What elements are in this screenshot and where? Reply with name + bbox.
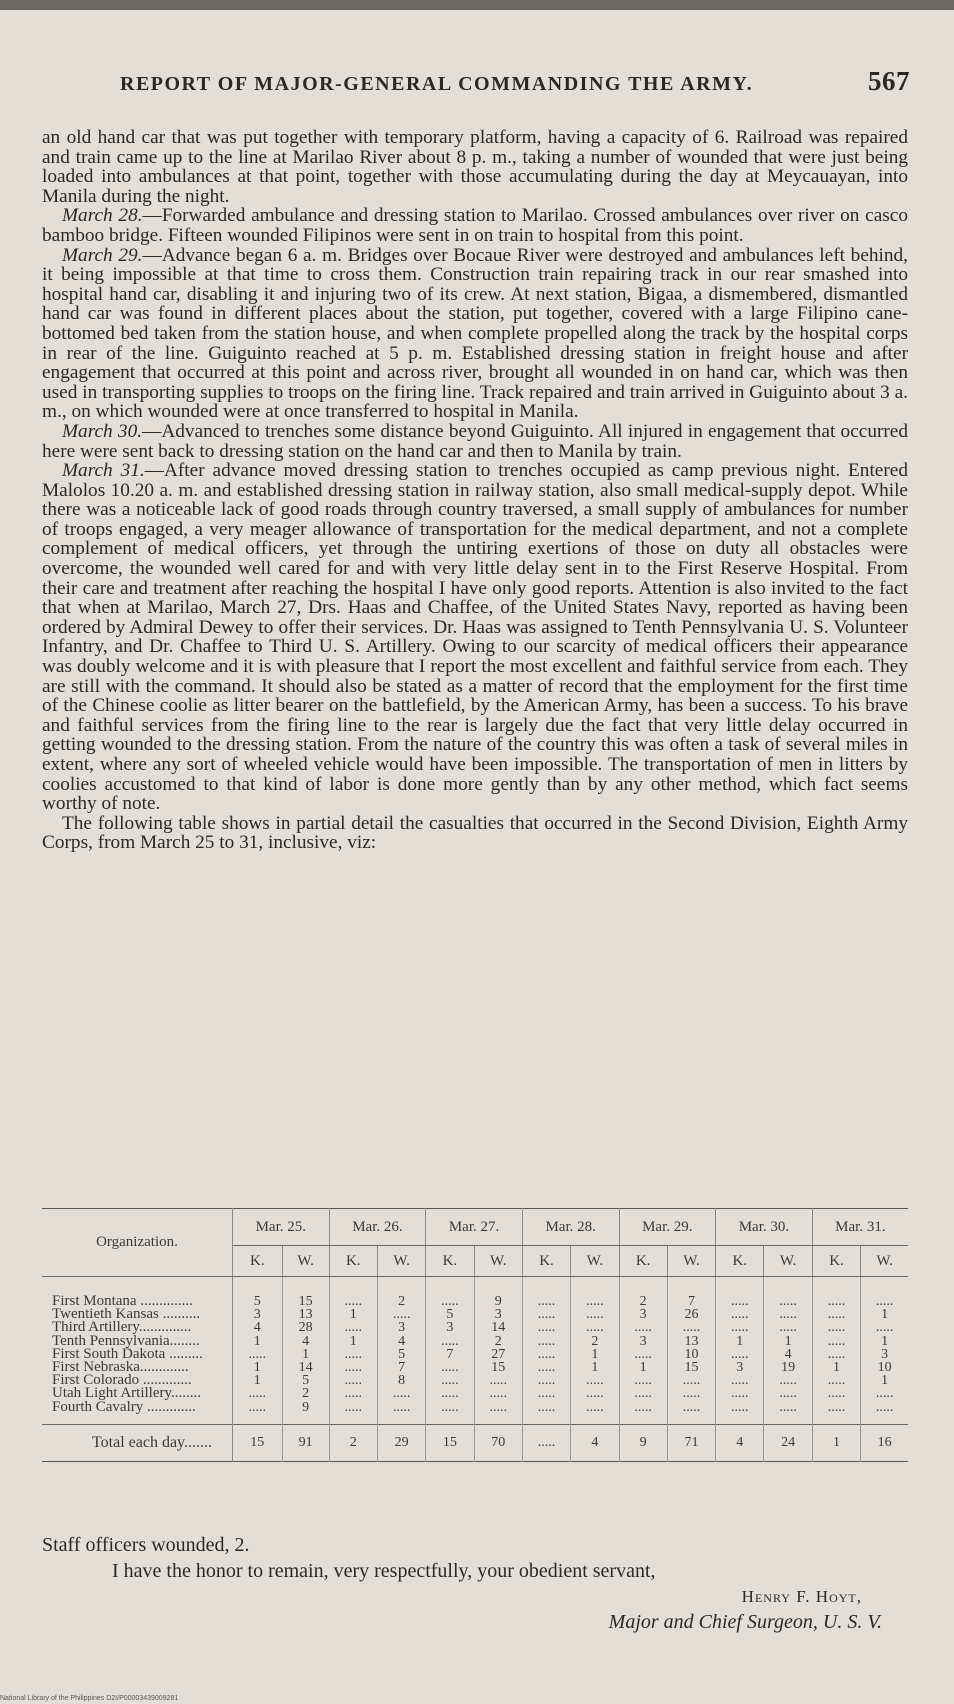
date-header: Mar. 28.: [522, 1209, 619, 1246]
table-cell: 1: [282, 1348, 329, 1361]
table-cell: .....: [619, 1374, 667, 1387]
table-row: [42, 1277, 908, 1309]
table-cell: 13: [667, 1335, 715, 1348]
wounded-column-header: W.: [861, 1246, 908, 1277]
table-cell: 3: [377, 1321, 425, 1334]
table-total: [42, 1424, 908, 1461]
wounded-column-header: W.: [282, 1246, 329, 1277]
table-cell: 1: [329, 1308, 377, 1321]
table-cell: .....: [812, 1308, 860, 1321]
organization-name: First South Dakota .........: [42, 1348, 233, 1361]
table-cell: 2: [571, 1335, 619, 1348]
table-cell: 1: [329, 1335, 377, 1348]
table-cell: 10: [667, 1348, 715, 1361]
table-cell: .....: [861, 1401, 908, 1425]
table-cell: 26: [667, 1308, 715, 1321]
table-cell: .....: [764, 1277, 812, 1309]
table-cell: .....: [716, 1387, 764, 1400]
total-cell: 4: [716, 1424, 764, 1461]
organization-name: Utah Light Artillery........: [42, 1387, 233, 1400]
table-cell: .....: [716, 1348, 764, 1361]
table-cell: .....: [329, 1348, 377, 1361]
paragraph: The following table shows in partial detail the casualties that occurred in the Second Division, Eighth Army Corps, from March 25 to 31, inclusive, viz:: [42, 812, 908, 854]
total-row: [42, 1424, 908, 1461]
entry-date: March 30.: [62, 420, 143, 442]
table-cell: .....: [812, 1374, 860, 1387]
table-cell: 10: [861, 1361, 908, 1374]
wounded-column-header: W.: [571, 1246, 619, 1277]
table-cell: .....: [619, 1321, 667, 1334]
table-cell: .....: [861, 1277, 908, 1309]
killed-column-header: K.: [233, 1246, 283, 1277]
table-cell: .....: [667, 1321, 715, 1334]
table-cell: .....: [861, 1321, 908, 1334]
table-cell: .....: [522, 1348, 570, 1361]
table-cell: .....: [716, 1401, 764, 1425]
table-cell: .....: [426, 1361, 474, 1374]
table-cell: 1: [861, 1335, 908, 1348]
table-cell: .....: [571, 1308, 619, 1321]
organization-header: Organization.: [42, 1209, 233, 1277]
date-header: Mar. 25.: [233, 1209, 330, 1246]
date-header: Mar. 31.: [812, 1209, 908, 1246]
organization-name: Third Artillery..............: [42, 1321, 233, 1334]
table-cell: .....: [233, 1401, 283, 1425]
table-cell: .....: [716, 1308, 764, 1321]
table-cell: 2: [377, 1277, 425, 1309]
table-cell: .....: [571, 1401, 619, 1425]
table-cell: .....: [426, 1277, 474, 1309]
table-cell: 7: [377, 1361, 425, 1374]
table-cell: 1: [861, 1374, 908, 1387]
table-cell: .....: [812, 1277, 860, 1309]
table-cell: 1: [619, 1361, 667, 1374]
running-title: REPORT OF MAJOR-GENERAL COMMANDING THE ARMY.: [120, 73, 754, 95]
total-cell: 24: [764, 1424, 812, 1461]
table-cell: .....: [377, 1387, 425, 1400]
table-cell: .....: [377, 1308, 425, 1321]
table-cell: .....: [812, 1335, 860, 1348]
table-cell: 1: [233, 1335, 283, 1348]
table-cell: .....: [522, 1361, 570, 1374]
table-cell: .....: [667, 1401, 715, 1425]
table-cell: 4: [764, 1348, 812, 1361]
table-body: [42, 1277, 908, 1425]
table-cell: 1: [861, 1308, 908, 1321]
table-cell: 7: [426, 1348, 474, 1361]
table-cell: .....: [571, 1277, 619, 1309]
table-cell: .....: [716, 1374, 764, 1387]
page-header: [120, 66, 910, 97]
killed-column-header: K.: [522, 1246, 570, 1277]
table-cell: .....: [716, 1277, 764, 1309]
organization-name: First Nebraska.............: [42, 1361, 233, 1374]
table-cell: .....: [426, 1387, 474, 1400]
page-number: 567: [868, 66, 910, 96]
date-header: Mar. 26.: [329, 1209, 426, 1246]
table-cell: .....: [329, 1374, 377, 1387]
table-cell: .....: [426, 1401, 474, 1425]
entry-date: March 29.: [62, 244, 143, 266]
table-cell: .....: [764, 1401, 812, 1425]
table-cell: .....: [812, 1348, 860, 1361]
total-cell: .....: [522, 1424, 570, 1461]
casualty-table: [42, 1208, 908, 1462]
table-cell: .....: [619, 1401, 667, 1425]
table-cell: 5: [377, 1348, 425, 1361]
table-cell: .....: [812, 1321, 860, 1334]
table-cell: .....: [571, 1387, 619, 1400]
table-cell: 14: [282, 1361, 329, 1374]
table-cell: .....: [522, 1335, 570, 1348]
total-label: Total each day.......: [42, 1424, 233, 1461]
table-cell: 3: [861, 1348, 908, 1361]
scan-top-edge: [0, 0, 954, 10]
table-cell: 28: [282, 1321, 329, 1334]
table-cell: .....: [861, 1387, 908, 1400]
paragraph: an old hand car that was put together with temporary platform, having a capacity of 6. Railroad was repaired and train came up to the line at Marilao River about 8 p. m., taking a number of wounded that were just being loaded into ambulances at that point, together with those accumulating during the day at Meycauayan, into Manila during the night.: [42, 127, 908, 207]
table-cell: 4: [282, 1335, 329, 1348]
table-cell: 1: [571, 1348, 619, 1361]
paragraph: March 28.—Forwarded ambulance and dressing station to Marilao. Crossed ambulances over river on casco bamboo bridge. Fifteen wounded Filipinos were sent in on train to hospital from this point.: [42, 205, 908, 246]
killed-column-header: K.: [812, 1246, 860, 1277]
wounded-column-header: W.: [667, 1246, 715, 1277]
table-cell: .....: [764, 1374, 812, 1387]
table-cell: 8: [377, 1374, 425, 1387]
table-cell: .....: [571, 1321, 619, 1334]
wounded-column-header: W.: [764, 1246, 812, 1277]
total-cell: 2: [329, 1424, 377, 1461]
table-cell: .....: [522, 1277, 570, 1309]
table-cell: 2: [619, 1277, 667, 1309]
table-cell: 3: [474, 1308, 522, 1321]
killed-column-header: K.: [716, 1246, 764, 1277]
scan-footer: National Library of the Philippines D2I/P00003439009281: [0, 1695, 179, 1702]
table-cell: .....: [812, 1401, 860, 1425]
table-cell: .....: [764, 1308, 812, 1321]
table-row: [42, 1401, 908, 1425]
table-cell: .....: [329, 1277, 377, 1309]
total-cell: 16: [861, 1424, 908, 1461]
signer-name: Henry F. Hoyt,: [741, 1587, 862, 1606]
table-cell: 5: [426, 1308, 474, 1321]
table-cell: .....: [522, 1401, 570, 1425]
table-cell: 3: [619, 1335, 667, 1348]
table-cell: .....: [619, 1387, 667, 1400]
table-cell: .....: [716, 1321, 764, 1334]
table-cell: 4: [233, 1321, 283, 1334]
total-cell: 15: [426, 1424, 474, 1461]
table-cell: 14: [474, 1321, 522, 1334]
signer-title: Major and Chief Surgeon, U. S. V.: [608, 1611, 882, 1633]
total-cell: 1: [812, 1424, 860, 1461]
wounded-column-header: W.: [377, 1246, 425, 1277]
table-cell: .....: [812, 1387, 860, 1400]
table-cell: 2: [474, 1335, 522, 1348]
total-cell: 9: [619, 1424, 667, 1461]
organization-name: First Montana ..............: [42, 1277, 233, 1309]
table-cell: .....: [426, 1374, 474, 1387]
table-cell: 1: [716, 1335, 764, 1348]
paragraph: March 30.—Advanced to trenches some distance beyond Guiguinto. All injured in engagement that occurred here were sent back to dressing station on the hand car and then to Manila by train.: [42, 420, 908, 462]
table-cell: .....: [377, 1401, 425, 1425]
paragraph: March 31.—After advance moved dressing station to trenches occupied as camp previous night. Entered Malolos 10.20 a. m. and established dressing station in railway station, also small medical-supply depot. While there was a noticeable lack of good roads through country traversed, a small supply of ambulances for number of troops engaged, a very meager allowance of transportation for the medical department, and not a complete complement of medical officers, yet through the untiring exertions of those on duty all obstacles were overcome, the wounded well cared for and with very little delay sent in to the First Reserve Hospital. From their care and treatment after reaching the hospital I have only good reports. Attention is also invited to the fact that when at Marilao, March 27, Drs. Haas and Chaffee, of the United States Navy, reported as having been ordered by Admiral Dewey to offer their services. Dr. Haas was assigned to Tenth Pennsylvania U. S. Volunteer Infantry, and Dr. Chaffee to Third U. S. Artillery. Owing to our scarcity of medical officers their appearance was doubly welcome and it is with pleasure that I report the most excellent and faithful service from each. They are still with the command. It should also be stated as a matter of record that the employment for the first time of the Chinese coolie as litter bearer on the battlefield, by the American Army, has been a success. To his brave and faithful services from the firing line to the rear is largely due the fact that very little delay occurred in getting wounded to the dressing station. From the nature of the country this was often a task of several miles in extent, where any sort of wheeled vehicle would have been impossible. The transportation of men in litters by coolies accustomed to that kind of labor is done more gently than by any other method, which fact seems worthy of note.: [42, 460, 908, 815]
table-cell: 1: [812, 1361, 860, 1374]
table-cell: .....: [329, 1361, 377, 1374]
table-cell: 15: [474, 1361, 522, 1374]
table-cell: .....: [764, 1387, 812, 1400]
table-cell: .....: [329, 1321, 377, 1334]
organization-name: Tenth Pennsylvania........: [42, 1335, 233, 1348]
table-cell: .....: [522, 1308, 570, 1321]
table-cell: .....: [233, 1348, 283, 1361]
table-cell: 1: [571, 1361, 619, 1374]
table-cell: .....: [764, 1321, 812, 1334]
table-cell: .....: [329, 1401, 377, 1425]
table-cell: .....: [474, 1401, 522, 1425]
total-cell: 70: [474, 1424, 522, 1461]
table-cell: .....: [522, 1387, 570, 1400]
table-cell: .....: [522, 1374, 570, 1387]
organization-name: Fourth Cavalry .............: [42, 1401, 233, 1425]
table-cell: 15: [667, 1361, 715, 1374]
table-cell: .....: [474, 1374, 522, 1387]
table-cell: 13: [282, 1308, 329, 1321]
table-cell: 9: [282, 1401, 329, 1425]
entry-date: March 31.: [62, 460, 145, 482]
table-header-row: [42, 1209, 908, 1246]
total-cell: 71: [667, 1424, 715, 1461]
table-cell: 7: [667, 1277, 715, 1309]
table-cell: 5: [233, 1277, 283, 1309]
total-cell: 91: [282, 1424, 329, 1461]
killed-column-header: K.: [426, 1246, 474, 1277]
date-header: Mar. 30.: [716, 1209, 813, 1246]
table-cell: .....: [426, 1335, 474, 1348]
table-cell: 27: [474, 1348, 522, 1361]
wounded-column-header: W.: [474, 1246, 522, 1277]
table-cell: .....: [619, 1348, 667, 1361]
table-cell: .....: [522, 1321, 570, 1334]
table-cell: .....: [667, 1387, 715, 1400]
report-body: [42, 128, 908, 853]
table-cell: 19: [764, 1361, 812, 1374]
table-cell: 9: [474, 1277, 522, 1309]
table-cell: 15: [282, 1277, 329, 1309]
closing-line: I have the honor to remain, very respectfully, your obedient servant,: [112, 1560, 656, 1582]
table-cell: 3: [716, 1361, 764, 1374]
table-cell: .....: [233, 1387, 283, 1400]
paragraph: March 29.—Advance began 6 a. m. Bridges over Bocaue River were destroyed and ambulances left behind, it being impossible at that time to cross them. Construction train repairing track in our rear smashed into hospital hand car, disabling it and injuring two of its crew. At next station, Bigaa, a dismembered, dismantled hand car was found in different places about the station, put together, covered with a large Filipino cane-bottomed bed taken from the station house, and when complete propelled along the track by the hospital corps in rear of the line. Guiguinto reached at 5 p. m. Established dressing station in freight house and after engagement that occurred at this point and across river, brought all wounded in on hand car, which was then used in transporting supplies to troops on the firing line. Track repaired and train arrived in Guiguinto about 3 a. m., on which wounded were at once transferred to hospital in Manila.: [42, 244, 908, 423]
total-cell: 4: [571, 1424, 619, 1461]
table-cell: .....: [571, 1374, 619, 1387]
killed-column-header: K.: [619, 1246, 667, 1277]
total-cell: 15: [233, 1424, 283, 1461]
table-cell: 1: [764, 1335, 812, 1348]
table-cell: 3: [233, 1308, 283, 1321]
table-cell: .....: [474, 1387, 522, 1400]
killed-column-header: K.: [329, 1246, 377, 1277]
table-cell: .....: [329, 1387, 377, 1400]
organization-name: First Colorado .............: [42, 1374, 233, 1387]
date-header: Mar. 27.: [426, 1209, 523, 1246]
table-cell: .....: [667, 1374, 715, 1387]
table-cell: 5: [282, 1374, 329, 1387]
total-cell: 29: [377, 1424, 425, 1461]
date-header: Mar. 29.: [619, 1209, 716, 1246]
table-cell: 3: [619, 1308, 667, 1321]
organization-name: Twentieth Kansas ..........: [42, 1308, 233, 1321]
table-cell: 2: [282, 1387, 329, 1400]
entry-date: March 28.: [62, 205, 143, 227]
table-cell: 1: [233, 1361, 283, 1374]
table-cell: 3: [426, 1321, 474, 1334]
table-cell: 4: [377, 1335, 425, 1348]
table-cell: 1: [233, 1374, 283, 1387]
staff-note: Staff officers wounded, 2.: [42, 1534, 250, 1556]
